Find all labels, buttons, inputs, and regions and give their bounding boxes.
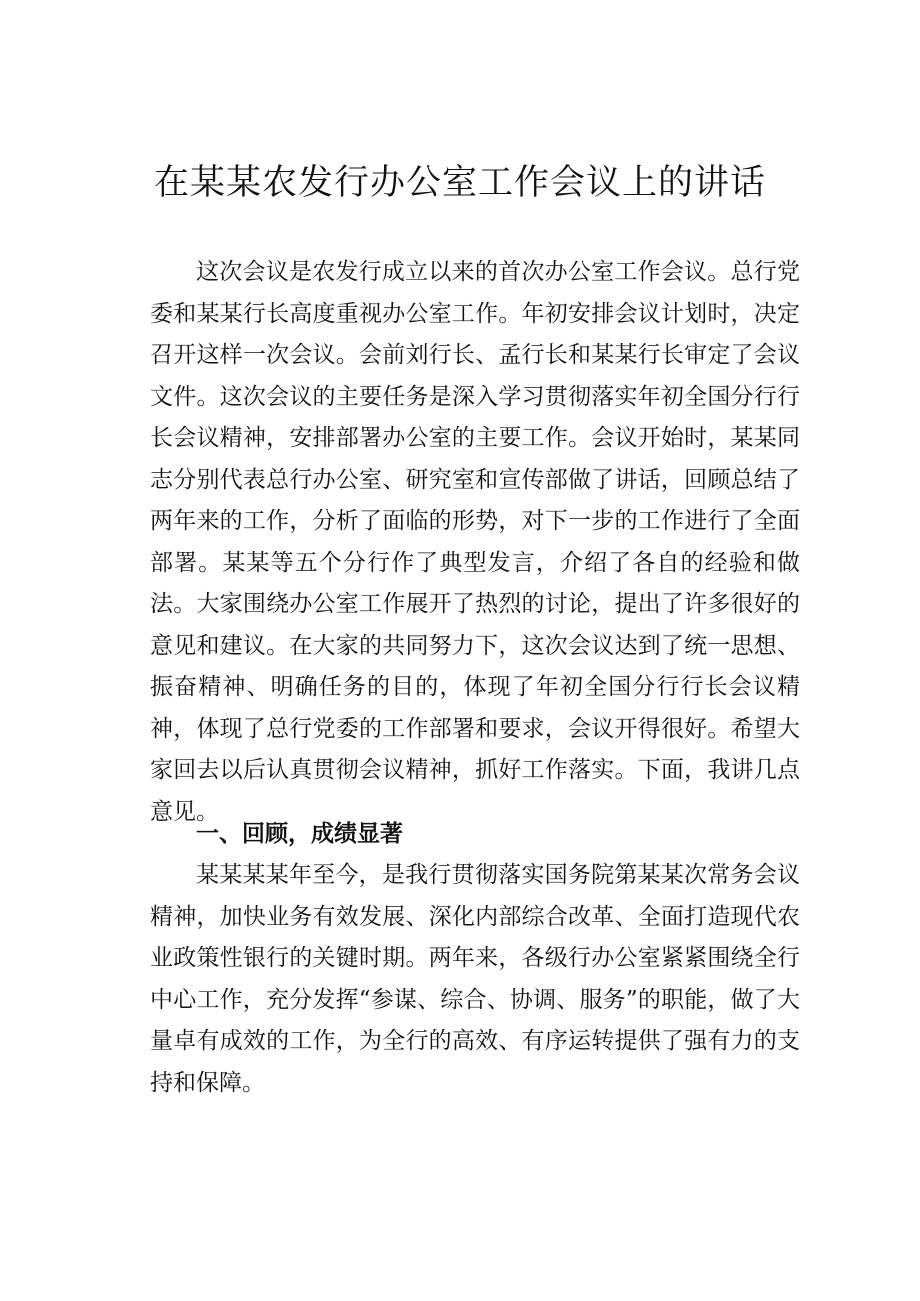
document-title: 在某某农发行办公室工作会议上的讲话 — [153, 163, 766, 203]
section-1-paragraph: 某某某某年至今，是我行贯彻落实国务院第某某次常务会议精神，加快业务有效发展、深化内部综合改革、全面打造现代农业政策性银行的关键时期。两年来，各级行办公室紧紧围绕全行中心工作，充分发挥“参谋、综合、协调、服务”的职能，做了大量卓有成效的工作，为全行的高效、有序运转提供了强有力的支持和保障。 — [150, 862, 800, 1096]
intro-paragraph: 这次会议是农发行成立以来的首次办公室工作会议。总行党委和某某行长高度重视办公室工作。年初安排会议计划时，决定召开这样一次会议。会前刘行长、孟行长和某某行长审定了会议文件。这次会议的主要任务是深入学习贯彻落实年初全国分行行长会议精神，安排部署办公室的主要工作。会议开始时，某某同志分别代表总行办公室、研究室和宣传部做了讲话，回顾总结了两年来的工作，分析了面临的形势，对下一步的工作进行了全面部署。某某等五个分行作了典型发言，介绍了各自的经验和做法。大家围绕办公室工作展开了热烈的讨论，提出了许多很好的意见和建议。在大家的共同努力下，这次会议达到了统一思想、振奋精神、明确任务的目的，体现了年初全国分行行长会议精神，体现了总行党委的工作部署和要求，会议开得很好。希望大家回去以后认真贯彻会议精神，抓好工作落实。下面，我讲几点意见。 — [150, 259, 800, 825]
section-heading-1: 一、回顾，成绩显著 — [196, 821, 403, 847]
